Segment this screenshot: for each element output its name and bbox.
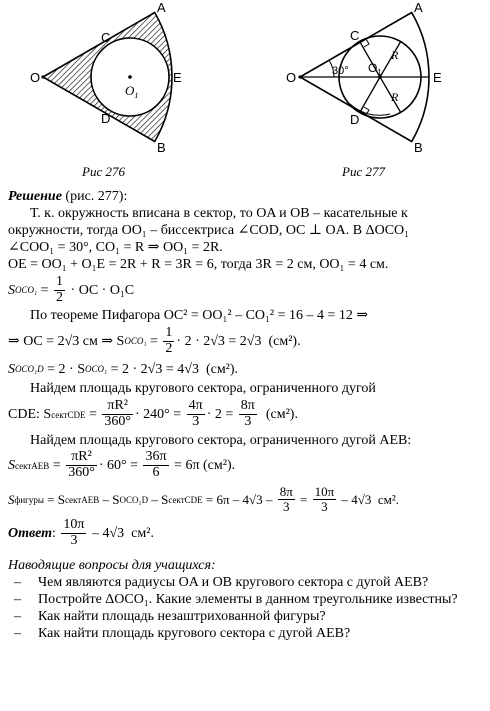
solution-line-3: ∠COO₁ = 30°, CO₁ = R ⇒ OO₁ = 2R.: [8, 240, 223, 256]
label-d: D: [101, 111, 111, 126]
label-o: O: [30, 70, 41, 85]
equation-oc: ⇒ OC = 2√3 см ⇒ S OCO₁ = $\frac{1}{2}$ · 2 · 2√3 = 2√3 (см²).: [8, 325, 301, 356]
label-angle: 30°: [332, 65, 349, 77]
label-d: D: [350, 112, 360, 127]
pythagoras-line: По теореме Пифагора OC² = OO₁² – CO₁² = 16 – 4 = 12 ⇒: [30, 308, 369, 324]
point-o: [298, 75, 301, 78]
radius-o1d: [360, 77, 380, 112]
label-c: C: [101, 30, 111, 45]
find-sector-cde: Найдем площадь кругового сектора, ограниченного дугой: [30, 381, 376, 397]
label-o1: $O_1$: [125, 83, 139, 100]
caption-277: Рис 277: [342, 164, 385, 179]
equation-s-cde: CDE: S сектCDE = $\frac{\text{πR²}}{360^\circ}$ · 240° = $\frac{4\pi}{3}$ · 2 = $\frac{8\pi}{3}$ (см²).: [8, 398, 298, 430]
label-b: B: [414, 140, 423, 155]
point-o: [41, 75, 44, 78]
question-item: – Постройте ΔOCO₁. Какие элементы в данном треугольнике известны?: [14, 591, 458, 607]
label-a: A: [157, 0, 166, 15]
figure-276: [30, 0, 200, 160]
solution-line-4: OE = OO₁ + O₁E = 2R + R = 3R = 6, тогда 3R = 2 см, OO₁ = 4 см.: [8, 257, 389, 273]
questions-heading: Наводящие вопросы для учащихся:: [8, 557, 216, 573]
solution-line-1: Т. к. окружность вписана в сектор, то OA и OB – касательные к: [30, 206, 408, 222]
label-c: C: [350, 28, 360, 43]
question-item: – Чем являются радиусы OA и OB кругового сектора с дугой AEB?: [14, 574, 429, 590]
label-b: B: [157, 140, 166, 155]
answer-line: Ответ : $\frac{10\pi}{3}$ – 4√3 см².: [8, 517, 154, 549]
label-r-lower: R: [391, 90, 399, 104]
label-o1: $O_1$: [368, 61, 382, 77]
label-r-upper: R: [391, 48, 399, 62]
question-item: – Как найти площадь кругового сектора с дугой AEB?: [14, 625, 351, 641]
question-item: – Как найти площадь незаштрихованной фигуры?: [14, 608, 326, 624]
equation-s-oco1: S OCO₁ = $\frac{1}{2}$ · OC · O₁C: [8, 274, 135, 305]
solution-heading: Решение (рис. 277):: [8, 189, 128, 204]
equation-s-figure: S фигуры = S сектAEB – S OCO₁D – S сектCDE = 6π – 4√3 – $\frac{8\pi}{3}$ = $\frac{10\pi}{3}$ – 4√3 см².: [8, 484, 399, 515]
label-e: E: [173, 70, 182, 85]
center-point: [128, 75, 132, 79]
solution-line-2: окружности, тогда OO₁ – биссектриса ∠COD, OC ⊥ OA. В ΔOCO₁: [8, 223, 410, 239]
equation-s-ocod: S OCO₁D = 2 · S OCO₁ = 2 · 2√3 = 4√3 (см²).: [8, 361, 239, 377]
equation-s-aeb: S сектAEB = $\frac{\text{πR²}}{360^\circ}$ · 60° = $\frac{36\pi}{6}$ = 6π (см²).: [8, 449, 236, 481]
solution-text: [8, 188, 486, 642]
label-o: O: [286, 70, 297, 85]
caption-276: Рис 276: [82, 164, 125, 179]
label-e: E: [433, 70, 442, 85]
figure-277: [280, 0, 480, 160]
find-sector-aeb: Найдем площадь кругового сектора, ограниченного дугой AEB:: [30, 432, 412, 448]
figures-area: [0, 0, 490, 200]
label-a: A: [414, 0, 423, 15]
